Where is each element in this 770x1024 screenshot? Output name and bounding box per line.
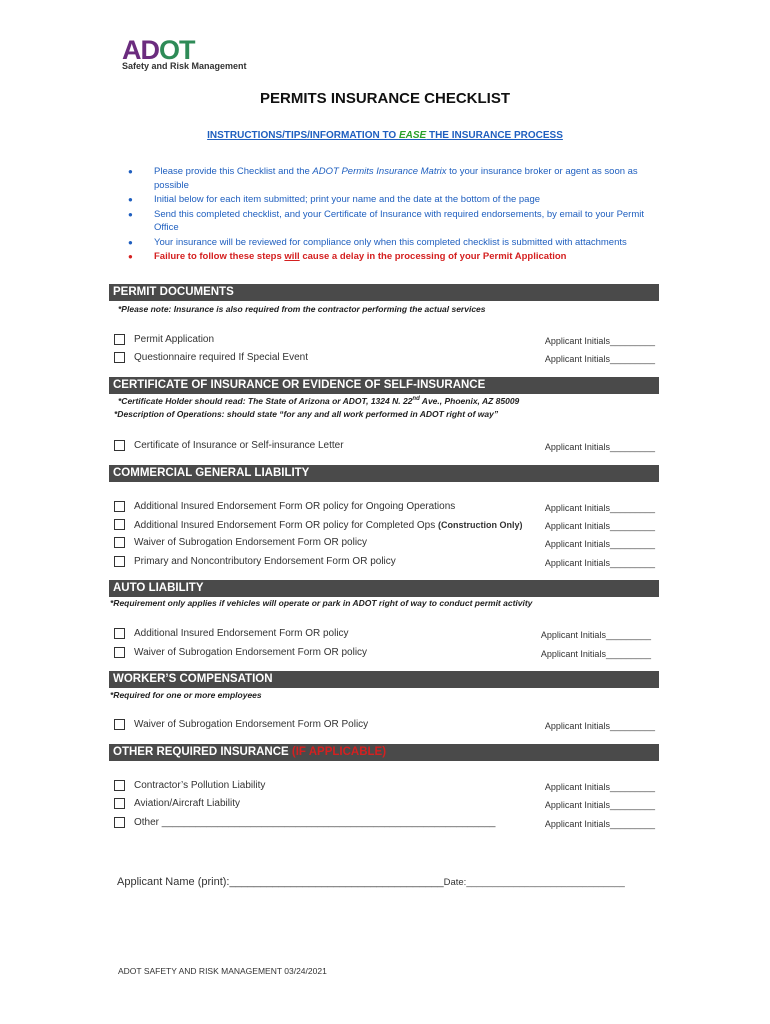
checklist-row: Waiver of Subrogation Endorsement Form OR policy Applicant Initials_________ [114, 535, 659, 551]
logo-brand: ADOT [122, 35, 195, 65]
section-note: *Required for one or more employees [110, 690, 262, 700]
date-field[interactable]: Date:______________________________ [443, 877, 625, 888]
adot-logo [122, 35, 248, 74]
checkbox[interactable] [114, 798, 125, 809]
checkbox[interactable] [114, 647, 125, 658]
checkbox[interactable] [114, 501, 125, 512]
checklist-row: Questionnaire required If Special Event Applicant Initials_________ [114, 350, 659, 366]
checkbox[interactable] [114, 537, 125, 548]
checkbox[interactable] [114, 352, 125, 363]
section-workers-comp: WORKER’S COMPENSATION [109, 671, 659, 688]
instructions-list [128, 165, 648, 265]
bullet-item: ● Your insurance will be reviewed for compliance only when this completed checklist is submitted with attachments [128, 236, 648, 250]
checkbox[interactable] [114, 817, 125, 828]
checkbox[interactable] [114, 719, 125, 730]
checkbox[interactable] [114, 440, 125, 451]
checkbox[interactable] [114, 334, 125, 345]
checklist-row: Additional Insured Endorsement Form OR policy Applicant Initials_________ [114, 626, 659, 642]
logo-subtitle: Safety and Risk Management [122, 61, 247, 71]
page-title: PERMITS INSURANCE CHECKLIST [259, 90, 510, 107]
section-note: *Description of Operations: should state “for any and all work performed in ADOT right of way” [114, 409, 499, 419]
section-note: *Certificate Holder should read: The State of Arizona or ADOT, 1324 N. 22nd Ave., Phoenix, AZ 85009 [118, 396, 520, 406]
checklist-row: Additional Insured Endorsement Form OR policy for Ongoing Operations Applicant Initials_________ [114, 499, 659, 515]
checklist-row: Primary and Noncontributory Endorsement Form OR policy Applicant Initials_________ [114, 554, 659, 570]
checkbox[interactable] [114, 519, 125, 530]
section-note: *Please note: Insurance is also required from the contractor performing the actual services [118, 304, 486, 314]
section-permit-documents: PERMIT DOCUMENTS [109, 284, 659, 301]
checklist-row: Waiver of Subrogation Endorsement Form OR Policy Applicant Initials_________ [114, 717, 659, 733]
section-other-insurance: OTHER REQUIRED INSURANCE (IF APPLICABLE) [109, 744, 659, 761]
checkbox[interactable] [114, 780, 125, 791]
checkbox[interactable] [114, 556, 125, 567]
applicant-name-field[interactable]: Applicant Name (print):___________________________________ [117, 876, 444, 888]
checklist-row: Contractor’s Pollution Liability Applicant Initials_________ [114, 778, 659, 794]
checklist-row: Other ____________________________________________________________ Applicant Initials_________ [114, 815, 659, 831]
checkbox[interactable] [114, 628, 125, 639]
page-footer: ADOT SAFETY AND RISK MANAGEMENT 03/24/2021 [118, 966, 327, 976]
bullet-warning: ● Failure to follow these steps will cause a delay in the processing of your Permit Application [128, 250, 648, 264]
checklist-row: Permit Application Applicant Initials_________ [114, 332, 659, 348]
section-note: *Requirement only applies if vehicles will operate or park in ADOT right of way to conduct permit activity [110, 598, 533, 608]
instructions-heading: INSTRUCTIONS/TIPS/INFORMATION TO EASE THE INSURANCE PROCESS [207, 130, 563, 141]
section-cgl: COMMERCIAL GENERAL LIABILITY [109, 465, 659, 482]
bullet-item: ● Initial below for each item submitted; print your name and the date at the bottom of the page [128, 193, 648, 207]
checklist-row: Additional Insured Endorsement Form OR policy for Completed Ops (Construction Only) Applicant Initials_________ [114, 517, 659, 533]
checklist-row: Waiver of Subrogation Endorsement Form OR policy Applicant Initials_________ [114, 645, 659, 661]
section-certificate: CERTIFICATE OF INSURANCE OR EVIDENCE OF SELF-INSURANCE [109, 377, 659, 394]
bullet-item: ● Send this completed checklist, and your Certificate of Insurance with required endorsements, by email to your Permit Office [128, 208, 648, 235]
signature-line [117, 876, 662, 888]
checklist-row: Aviation/Aircraft Liability Applicant Initials_________ [114, 796, 659, 812]
section-auto: AUTO LIABILITY [109, 580, 659, 597]
checklist-row: Certificate of Insurance or Self-insurance Letter Applicant Initials_________ [114, 438, 659, 454]
bullet-item: ● Please provide this Checklist and the ADOT Permits Insurance Matrix to your insurance broker or agent as soon as possible [128, 165, 648, 192]
